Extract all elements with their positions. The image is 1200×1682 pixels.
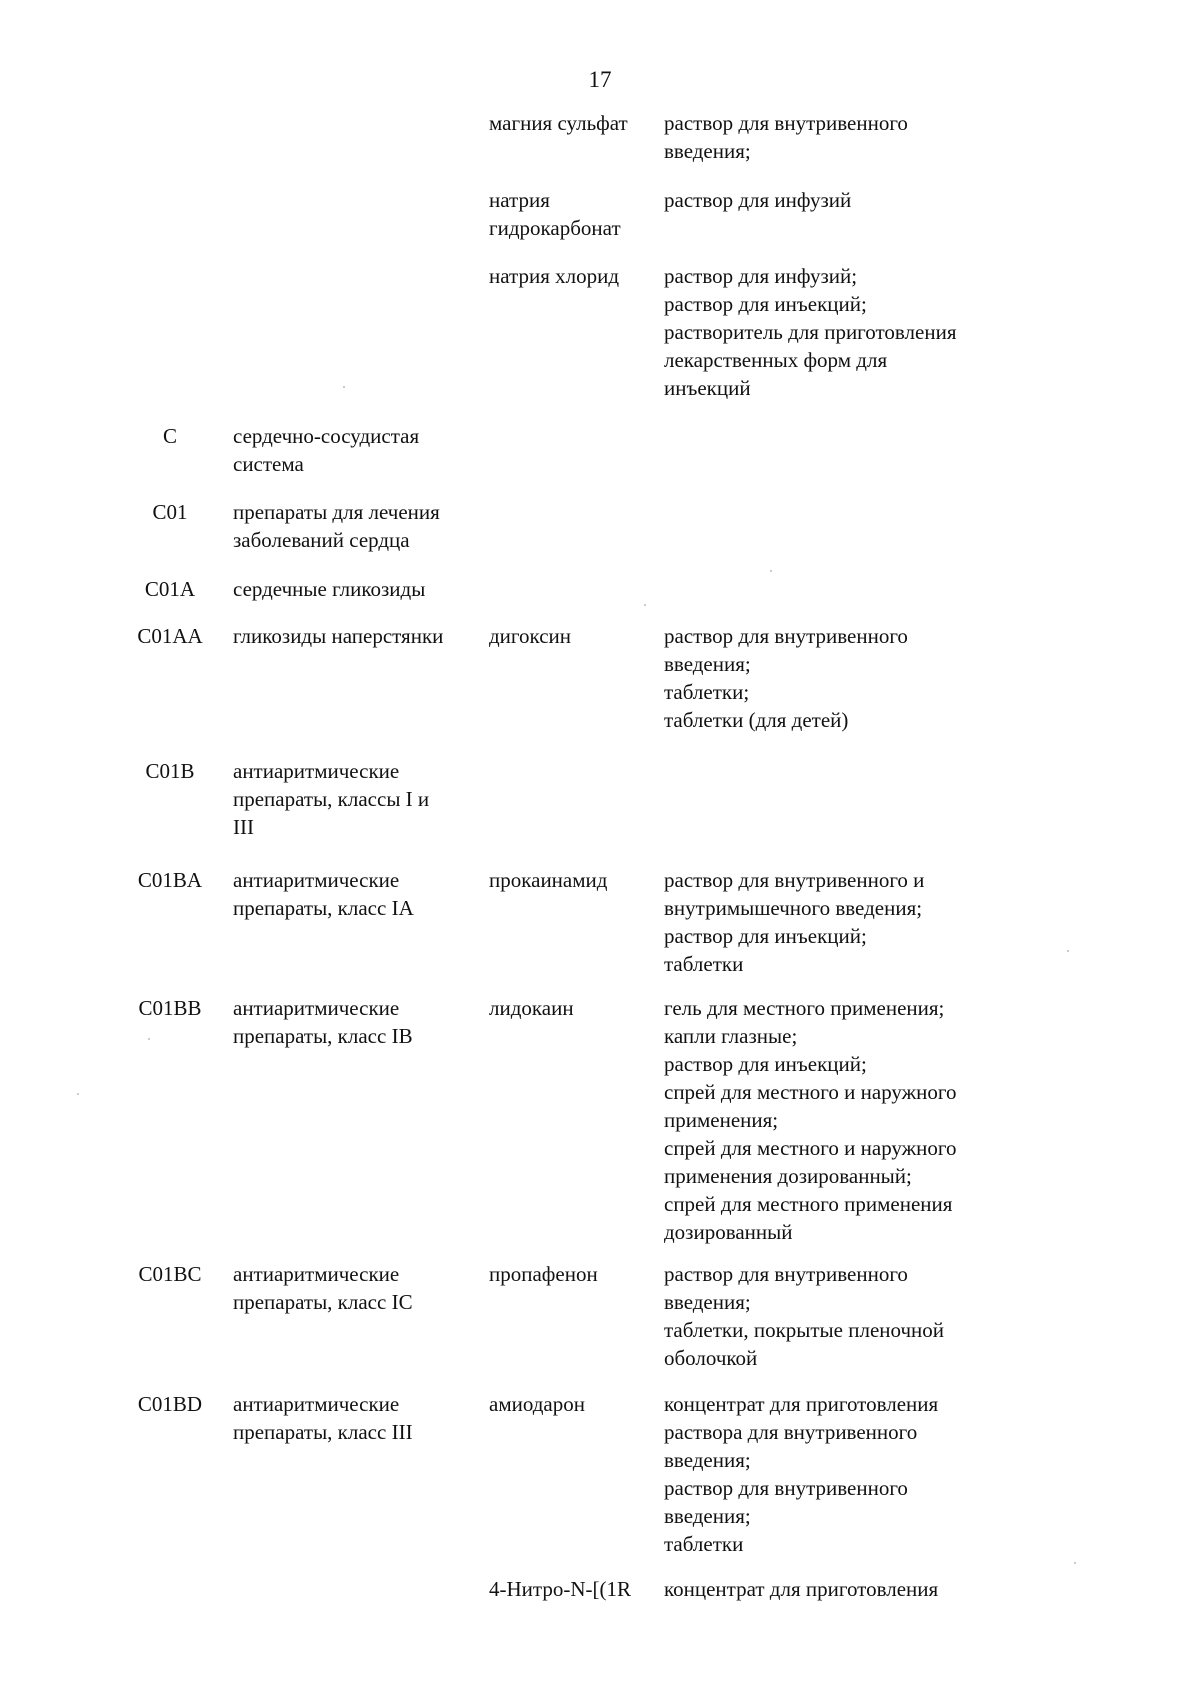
- atc-group-name: антиаритмические препараты, класс IB: [233, 996, 413, 1048]
- dosage-forms: раствор для внутривенного введения;: [664, 111, 908, 163]
- atc-group-name: антиаритмические препараты, класс IC: [233, 1262, 413, 1314]
- dosage-forms: раствор для инфузий: [664, 188, 852, 212]
- atc-group-name: антиаритмические препараты, класс IA: [233, 868, 414, 920]
- atc-group-name: препараты для лечения заболеваний сердца: [233, 500, 440, 552]
- scan-speck: [1067, 950, 1069, 952]
- drug-name: 4-Нитро-N-[(1R: [489, 1577, 631, 1601]
- drug-name: натрия гидрокарбонат: [489, 188, 621, 240]
- atc-code: C01: [152, 500, 188, 524]
- atc-code: C01BA: [137, 868, 203, 892]
- drug-name: лидокаин: [489, 996, 574, 1020]
- drug-name: прокаинамид: [489, 868, 608, 892]
- drug-name: пропафенон: [489, 1262, 598, 1286]
- atc-group-name: антиаритмические препараты, класс III: [233, 1392, 413, 1444]
- dosage-forms: концентрат для приготовления: [664, 1577, 939, 1601]
- atc-group-name: гликозиды наперстянки: [233, 624, 444, 648]
- dosage-forms: концентрат для приготовления раствора для внутривенного введения; раствор для внутривенного введения; таблетки: [664, 1392, 939, 1556]
- atc-group-name: антиаритмические препараты, классы I и III: [233, 759, 430, 839]
- scan-speck: [644, 604, 646, 606]
- dosage-forms: раствор для внутривенного и внутримышечного введения; раствор для инъекций; таблетки: [664, 868, 925, 976]
- drug-name: дигоксин: [489, 624, 571, 648]
- page-number: 17: [588, 67, 612, 92]
- scan-speck: [148, 1038, 150, 1040]
- drug-name: амиодарон: [489, 1392, 585, 1416]
- atc-code: C01AA: [137, 624, 203, 648]
- dosage-forms: гель для местного применения; капли глазные; раствор для инъекций; спрей для местного и наружного применения; спрей для местного и наружного применения дозированный; спрей для местного применения дозированный: [664, 996, 957, 1244]
- atc-code: C01BD: [137, 1392, 203, 1416]
- scan-speck: [343, 386, 345, 388]
- drug-name: натрия хлорид: [489, 264, 619, 288]
- atc-code: C01BB: [138, 996, 202, 1020]
- atc-code: C01BC: [138, 1262, 202, 1286]
- atc-code: C01B: [145, 759, 195, 783]
- scan-speck: [77, 1093, 79, 1095]
- dosage-forms: раствор для инфузий; раствор для инъекций; растворитель для приготовления лекарственных форм для инъекций: [664, 264, 957, 400]
- dosage-forms: раствор для внутривенного введения; таблетки; таблетки (для детей): [664, 624, 908, 732]
- drug-name: магния сульфат: [489, 111, 628, 135]
- atc-group-name: сердечные гликозиды: [233, 577, 426, 601]
- scan-speck: [1074, 1562, 1076, 1564]
- atc-code: C: [162, 424, 177, 448]
- atc-group-name: сердечно-сосудистая система: [233, 424, 420, 476]
- dosage-forms: раствор для внутривенного введения; таблетки, покрытые пленочной оболочкой: [664, 1262, 945, 1370]
- scan-speck: [770, 570, 772, 572]
- atc-code: C01A: [144, 577, 196, 601]
